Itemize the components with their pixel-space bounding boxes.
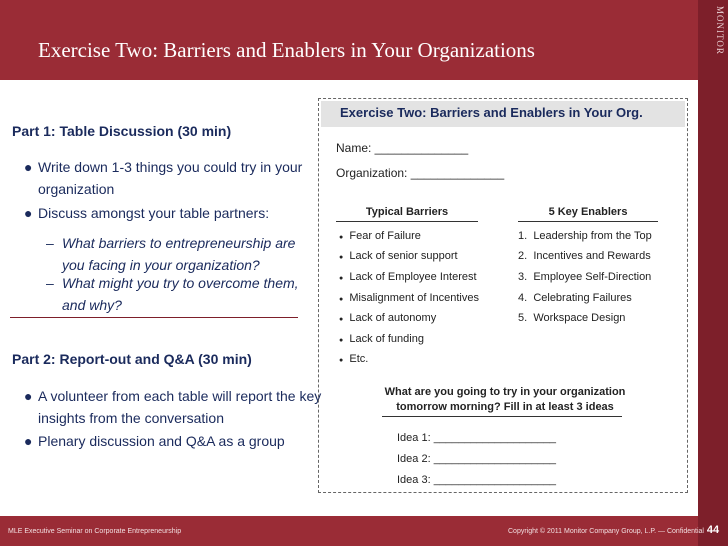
barrier-text: Lack of senior support xyxy=(349,250,458,262)
brand-logo: MONITOR xyxy=(715,6,725,55)
enabler-number: 2. xyxy=(518,250,528,262)
bullet-icon: ● xyxy=(24,388,33,404)
barrier-item xyxy=(339,292,479,304)
bullet-icon: ● xyxy=(24,205,33,221)
bullet-icon: ● xyxy=(339,234,344,241)
barriers-header-underline xyxy=(336,221,478,222)
enabler-item xyxy=(518,292,632,304)
part1-sub-2-text: What might you try to overcome them, and why? xyxy=(62,275,299,313)
enabler-text: Incentives and Rewards xyxy=(533,250,651,262)
enabler-item xyxy=(518,250,651,262)
enabler-number: 5. xyxy=(518,312,528,324)
bullet-icon: ● xyxy=(339,337,344,344)
part2-bullet-2-text: Plenary discussion and Q&A as a group xyxy=(38,433,285,449)
bullet-icon: ● xyxy=(339,254,344,261)
barriers-header: Typical Barriers xyxy=(365,206,449,218)
organization-field: Organization: ______________ xyxy=(336,166,505,180)
enabler-item xyxy=(518,230,652,242)
idea-2-field: Idea 2: ____________________ xyxy=(397,453,557,465)
part2-title: Part 2: Report-out and Q&A (30 min) xyxy=(12,351,252,367)
part1-sub-2 xyxy=(46,272,320,316)
section-divider xyxy=(10,317,298,318)
side-brand-bar xyxy=(698,0,728,546)
page-number: 44 xyxy=(706,524,720,536)
barrier-text: Etc. xyxy=(349,353,369,365)
ideas-question-underline xyxy=(382,416,622,417)
idea-1-field: Idea 1: ____________________ xyxy=(397,432,557,444)
bullet-icon: ● xyxy=(339,296,344,303)
footer-copyright: Copyright © 2011 Monitor Company Group, L.P. — Confidential xyxy=(508,528,704,535)
barrier-text: Lack of Employee Interest xyxy=(349,271,477,283)
bullet-icon: ● xyxy=(339,357,344,364)
barrier-item xyxy=(339,250,458,262)
bullet-icon: ● xyxy=(24,433,33,449)
barrier-text: Fear of Failure xyxy=(349,230,421,242)
enabler-number: 4. xyxy=(518,292,528,304)
part1-bullet-1-text: Write down 1-3 things you could try in your organization xyxy=(38,159,303,197)
part2-bullet-1 xyxy=(24,385,323,429)
worksheet-title: Exercise Two: Barriers and Enablers in Your Org. xyxy=(340,105,643,120)
enabler-item xyxy=(518,312,625,324)
dash-icon: – xyxy=(46,275,54,291)
barrier-item xyxy=(339,271,477,283)
enabler-text: Leadership from the Top xyxy=(533,230,652,242)
enabler-text: Workspace Design xyxy=(533,312,626,324)
enabler-item xyxy=(518,271,651,283)
barrier-item xyxy=(339,230,421,242)
ideas-question-line-2: tomorrow morning? Fill in at least 3 ideas xyxy=(396,401,614,413)
enabler-number: 1. xyxy=(518,230,528,242)
part1-title: Part 1: Table Discussion (30 min) xyxy=(12,123,232,139)
bullet-icon: ● xyxy=(339,275,344,282)
enablers-header: 5 Key Enablers xyxy=(548,206,628,218)
name-field: Name: ______________ xyxy=(336,141,469,155)
bullet-icon: ● xyxy=(24,159,33,175)
part1-sub-1 xyxy=(46,232,320,276)
enablers-header-underline xyxy=(518,221,658,222)
page-title: Exercise Two: Barriers and Enablers in Your Organizations xyxy=(38,38,535,62)
part1-bullet-2 xyxy=(24,202,323,224)
barrier-item xyxy=(339,353,368,365)
part1-bullet-2-text: Discuss amongst your table partners: xyxy=(38,205,270,221)
barrier-text: Misalignment of Incentives xyxy=(349,292,479,304)
barrier-item xyxy=(339,312,436,324)
footer-seminar-name: MLE Executive Seminar on Corporate Entrepreneurship xyxy=(8,528,182,535)
enabler-text: Employee Self-Direction xyxy=(533,271,652,283)
part2-bullet-2 xyxy=(24,430,323,452)
barrier-text: Lack of autonomy xyxy=(349,312,437,324)
part1-bullet-1 xyxy=(24,156,323,200)
dash-icon: – xyxy=(46,235,54,251)
idea-3-field: Idea 3: ____________________ xyxy=(397,474,557,486)
bullet-icon: ● xyxy=(339,316,344,323)
enabler-number: 3. xyxy=(518,271,528,283)
barrier-item xyxy=(339,333,424,345)
part1-sub-1-text: What barriers to entrepreneurship are you facing in your organization? xyxy=(62,235,296,273)
ideas-question-line-1: What are you going to try in your organization xyxy=(384,386,626,398)
part2-bullet-1-text: A volunteer from each table will report the key insights from the conversation xyxy=(38,388,322,426)
enabler-text: Celebrating Failures xyxy=(533,292,632,304)
barrier-text: Lack of funding xyxy=(349,333,424,345)
